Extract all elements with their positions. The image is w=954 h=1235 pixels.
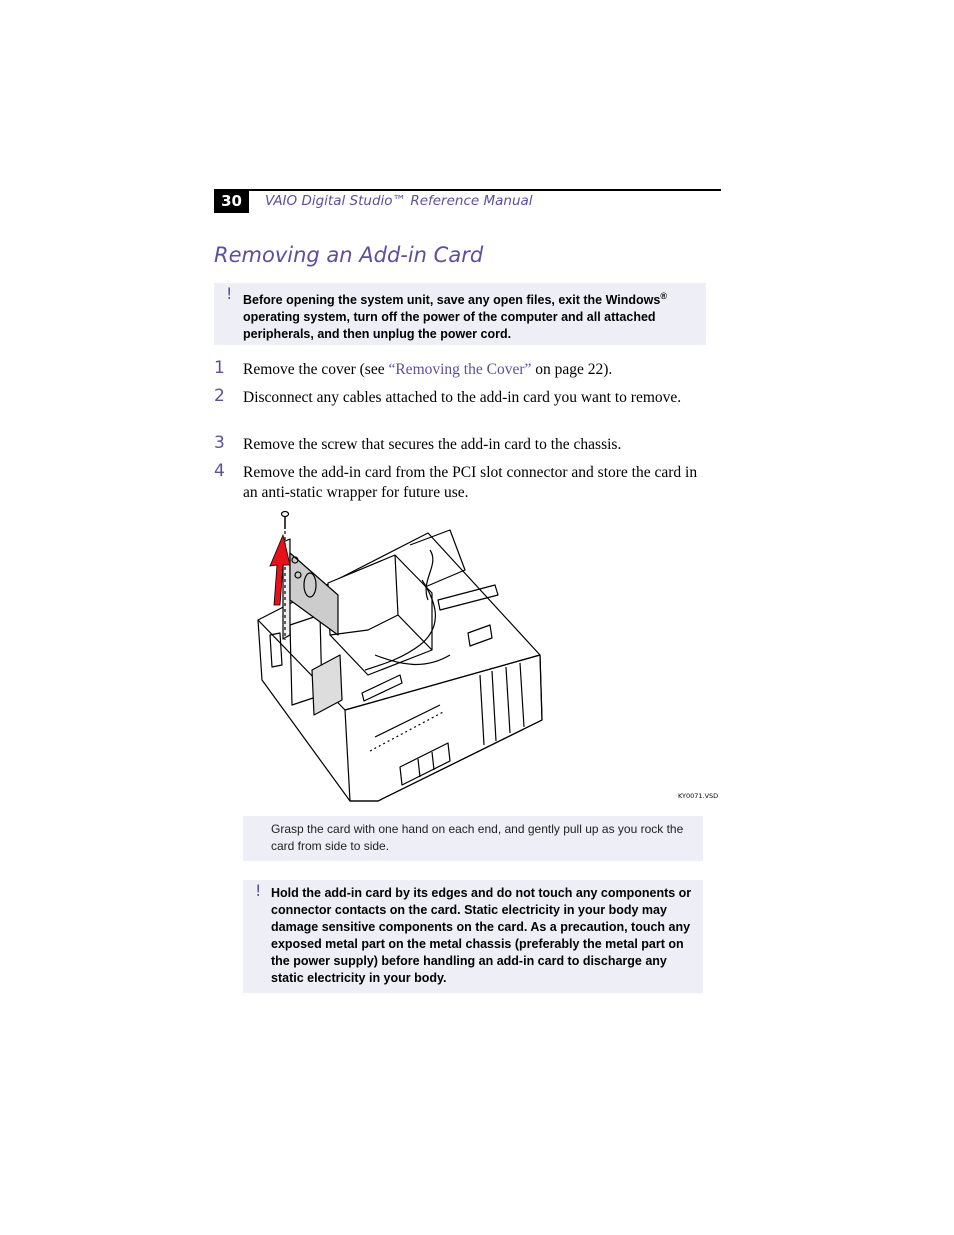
- running-title: VAIO Digital Studio™ Reference Manual: [265, 193, 533, 209]
- step-number: 4: [214, 461, 225, 481]
- warning-icon: !: [255, 881, 262, 900]
- figure-caption: Grasp the card with one hand on each end, and gently pull up as you rock the card from side to side.: [271, 822, 684, 853]
- step-text: Remove the screw that secures the add-in card to the chassis.: [243, 436, 622, 453]
- step-number: 3: [214, 433, 225, 453]
- cross-reference-link[interactable]: “Removing the Cover”: [388, 361, 532, 378]
- step-text: Remove the add-in card from the PCI slot connector and store the card in an anti-static wrapper for future use.: [243, 464, 698, 501]
- step-number: 2: [214, 386, 225, 406]
- section-title: Removing an Add-in Card: [214, 243, 484, 267]
- add-in-card-removal-illustration: [250, 505, 550, 803]
- warning-text: Before opening the system unit, save any open files, exit the Windows® operating system, turn off the power of the computer and all attached peripherals, and then unplug the power cord.: [243, 291, 667, 342]
- figure-label: KY0071.VSD: [678, 792, 719, 800]
- warning-icon: !: [226, 284, 233, 303]
- step-text: Remove the cover (see “Removing the Cover” on page 22).: [243, 361, 613, 378]
- page-number: 30: [214, 190, 249, 213]
- step-number: 1: [214, 358, 225, 378]
- warning-text: Hold the add-in card by its edges and do not touch any components or connector contacts on the card. Static electricity in your body may damage sensitive components on the card. As a precaution, touch any exposed metal part on the metal chassis (preferably the metal part on the power supply) before handling an add-in card to discharge any static electricity in your body.: [271, 886, 692, 985]
- step-text: Disconnect any cables attached to the add-in card you want to remove.: [243, 389, 682, 406]
- header-rule: [214, 189, 721, 191]
